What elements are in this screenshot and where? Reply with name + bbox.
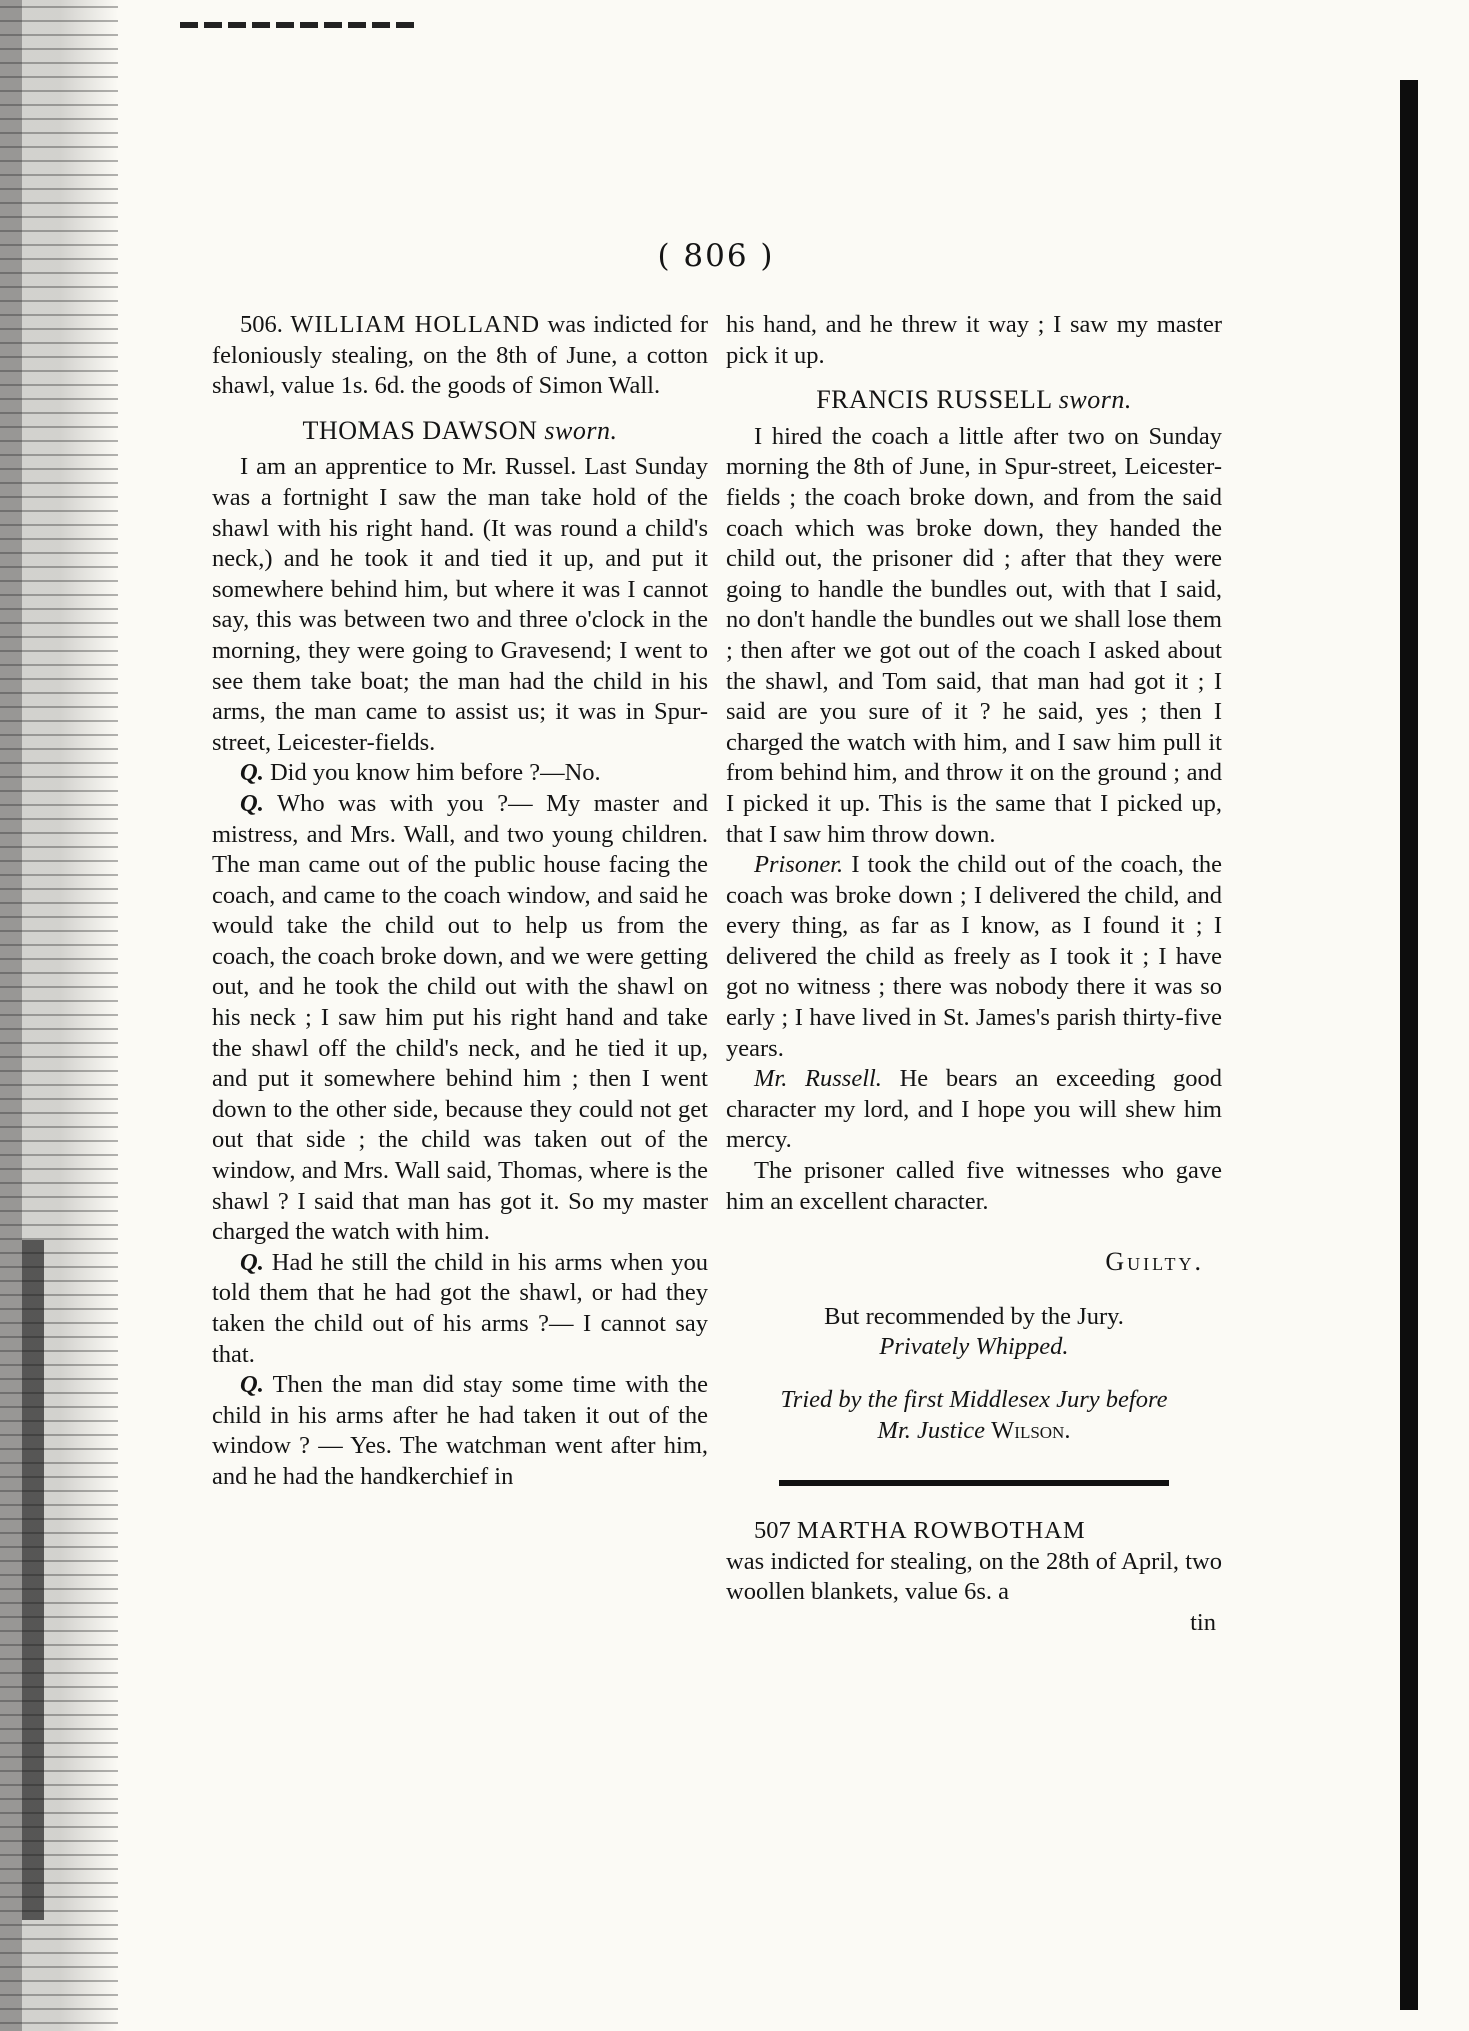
page-number: ( 806 )	[657, 238, 775, 274]
prisoner-text: I took the child out of the coach, the coach was broke down ; I delivered the child, and every thing, as far as I know, as I found it ; I delivered the child as freely as I took it ; I have got no witness ; there was nobody there it was so early ; I have lived in St. James's parish thirty-five years.	[726, 851, 1222, 1062]
witness-name: THOMAS DAWSON	[302, 415, 538, 445]
scan-edge-top	[180, 22, 420, 28]
case-507-defendant: MARTHA ROWBOTHAM	[796, 1517, 1086, 1545]
question-mark-label: Q.	[240, 759, 264, 787]
russell-statement	[726, 1064, 1222, 1156]
catchword: tin	[1190, 1608, 1216, 1636]
scan-edge-band	[22, 1240, 44, 1920]
sworn-label: sworn.	[1058, 385, 1132, 415]
case-506-number: 506.	[240, 311, 283, 338]
sworn-label: sworn.	[544, 415, 618, 445]
russell-label: Mr. Russell.	[754, 1065, 882, 1093]
question-text: Then the man did stay some time with the child in his arms after he had taken it out of the window ? — Yes. The watchman went after him, and he had the handkerchief in	[212, 1371, 708, 1490]
question-mark-label: Q.	[240, 1371, 264, 1399]
jury-recommendation: But recommended by the Jury.	[824, 1302, 1124, 1330]
dawson-testimony: I am an apprentice to Mr. Russel. Last Sunday was a fortnight I saw the man take hold of the shawl with his right hand. (It was round a child's neck,) and he took it and tied it up, and put it somewhere behind him, but where it was I cannot say, this was between two and three o'clock in the morning, they were going to Gravesend; I went to see them take boat; the man had the child in his arms, the man came to assist us; it was in Spur-street, Leicester-fields.	[212, 453, 708, 756]
justice-prefix: Mr. Justice	[877, 1416, 986, 1444]
left-column	[212, 310, 708, 1493]
case-507-indictment: was indicted for stealing, on the 28th of April, two woollen blankets, value 6s. a	[726, 1547, 1222, 1606]
case-507-number: 507	[754, 1517, 791, 1545]
question-text: Did you know him before ?—No.	[263, 759, 601, 787]
justice-name: Wilson.	[991, 1416, 1071, 1444]
trial-note: Tried by the first Middlesex Jury before	[780, 1386, 1168, 1413]
continuation-text: his hand, and he threw it way ; I saw my master pick it up.	[726, 311, 1222, 369]
russell-testimony: I hired the coach a little after two on Sunday morning the 8th of June, in Spur-street, Leicester-fields ; the coach broke down, and from the said coach which was broke down, they handed the child out, the prisoner did ; after that they were going to handle the bundles out, with that I said, no don't handle the bundles out we shall lose them ; then after we got out of the coach I asked about the shawl, and Tom said, that man had got it ; I said are you sure of it ? he said, yes ; then I charged the watch with him, and I saw him pull it from behind him, and throw it on the ground ; and I picked it up. This is the same that I picked up, that I saw him throw down.	[726, 422, 1222, 848]
question-text: Who was with you ?— My master and mistress, and Mrs. Wall, and two young children. The man came out of the public house facing the coach, and came to the coach window, and said he would take the child out to help us from the coach, the coach broke down, and we were getting out, and he took the child out with the shawl on his neck ; I saw him put his right hand and take the shawl off the child's neck, and he tied it up, and put it somewhere behind him ; then I went down to the other side, because they could not get out that side ; the child was taken out of the window, and Mrs. Wall said, Thomas, where is the shawl ? I said that man has got it. So my master charged the watch with him.	[212, 789, 708, 1246]
question-mark-label: Q.	[240, 1248, 264, 1276]
section-divider	[779, 1480, 1169, 1486]
case-506-defendant: WILLIAM HOLLAND	[290, 311, 541, 338]
witnesses-statement: The prisoner called five witnesses who gave him an excellent character.	[726, 1157, 1222, 1215]
question-text: Had he still the child in his arms when you told them that he had got the shawl, or had they taken the child out of his arms ?— I cannot say that.	[212, 1248, 708, 1368]
case-507-paragraph	[726, 1516, 1222, 1547]
case-506-paragraph	[212, 310, 708, 402]
question-4	[212, 1370, 708, 1492]
question-1	[212, 758, 708, 789]
question-2	[212, 789, 708, 1248]
sentence: Privately Whipped.	[879, 1333, 1069, 1361]
scan-edge-left	[0, 0, 118, 2031]
russell-text: He bears an exceeding good character my lord, and I hope you will shew him mercy.	[726, 1065, 1223, 1154]
right-column	[726, 310, 1222, 1639]
question-mark-label: Q.	[240, 789, 264, 817]
witness-heading-dawson	[212, 416, 708, 447]
witness-heading-russell	[726, 385, 1222, 416]
verdict: Guilty.	[1105, 1247, 1204, 1277]
question-3	[212, 1248, 708, 1370]
prisoner-label: Prisoner.	[754, 851, 844, 879]
justice-line	[726, 1416, 1222, 1447]
scan-edge-right	[1400, 80, 1418, 2010]
witness-name: FRANCIS RUSSELL	[816, 385, 1052, 415]
prisoner-statement	[726, 850, 1222, 1064]
case-506-indictment: was indicted for feloniously stealing, on the 8th of June, a cotton shawl, value 1s. 6d. the goods of Simon Wall.	[212, 311, 709, 400]
